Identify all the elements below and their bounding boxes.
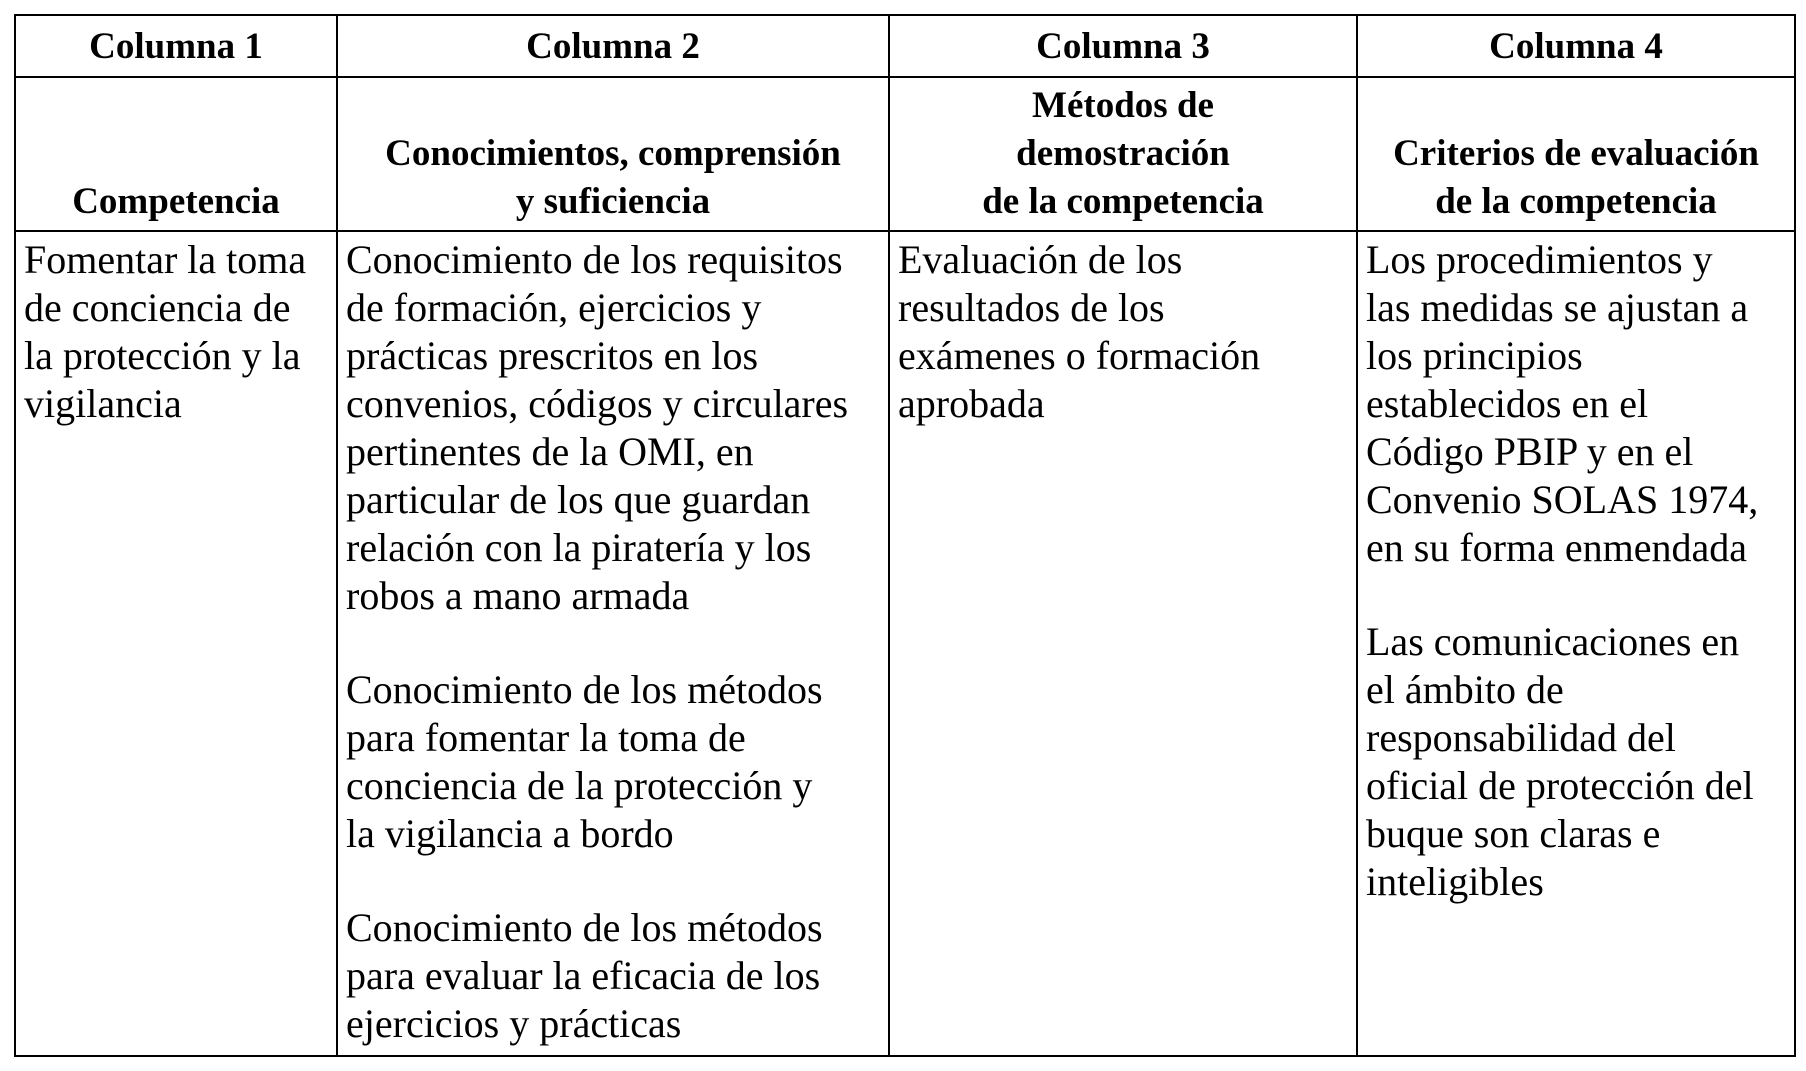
- column-title-knowledge: Conocimientos, comprensión y suficiencia: [337, 77, 889, 231]
- competence-cell: [15, 231, 337, 1056]
- competency-table: [14, 14, 1796, 1057]
- column-title-methods: Métodos de demostración de la competencia: [889, 77, 1357, 231]
- column-number-2: Columna 2: [337, 15, 889, 77]
- column-title-competence: Competencia: [15, 77, 337, 231]
- column-number-4: Columna 4: [1357, 15, 1795, 77]
- column-title-criteria: Criterios de evaluación de la competencia: [1357, 77, 1795, 231]
- criteria-paragraph: Las comunicaciones en el ámbito de responsabilidad del oficial de protección del buque son claras e inteligibles: [1366, 619, 1754, 904]
- knowledge-cell: [337, 231, 889, 1056]
- column-title-row: [15, 77, 1795, 231]
- methods-text: Evaluación de los resultados de los exámenes o formación aprobada: [898, 237, 1261, 426]
- column-number-row: [15, 15, 1795, 77]
- knowledge-paragraph: Conocimiento de los métodos para evaluar la eficacia de los ejercicios y prácticas: [346, 905, 823, 1046]
- methods-cell: [889, 231, 1357, 1056]
- knowledge-paragraph: Conocimiento de los requisitos de formación, ejercicios y prácticas prescritos en los convenios, códigos y circulares pertinentes de la OMI, en particular de los que guardan relación con la piratería y los robos a mano armada: [346, 237, 849, 618]
- criteria-cell: [1357, 231, 1795, 1056]
- table-row: [15, 231, 1795, 1056]
- competence-text: Fomentar la toma de conciencia de la protección y la vigilancia: [24, 237, 307, 426]
- column-number-1: Columna 1: [15, 15, 337, 77]
- column-number-3: Columna 3: [889, 15, 1357, 77]
- criteria-paragraph: Los procedimientos y las medidas se ajustan a los principios establecidos en el Código PBIP y en el Convenio SOLAS 1974, en su forma enmendada: [1366, 237, 1759, 570]
- knowledge-paragraph: Conocimiento de los métodos para fomentar la toma de conciencia de la protección y la vigilancia a bordo: [346, 667, 823, 856]
